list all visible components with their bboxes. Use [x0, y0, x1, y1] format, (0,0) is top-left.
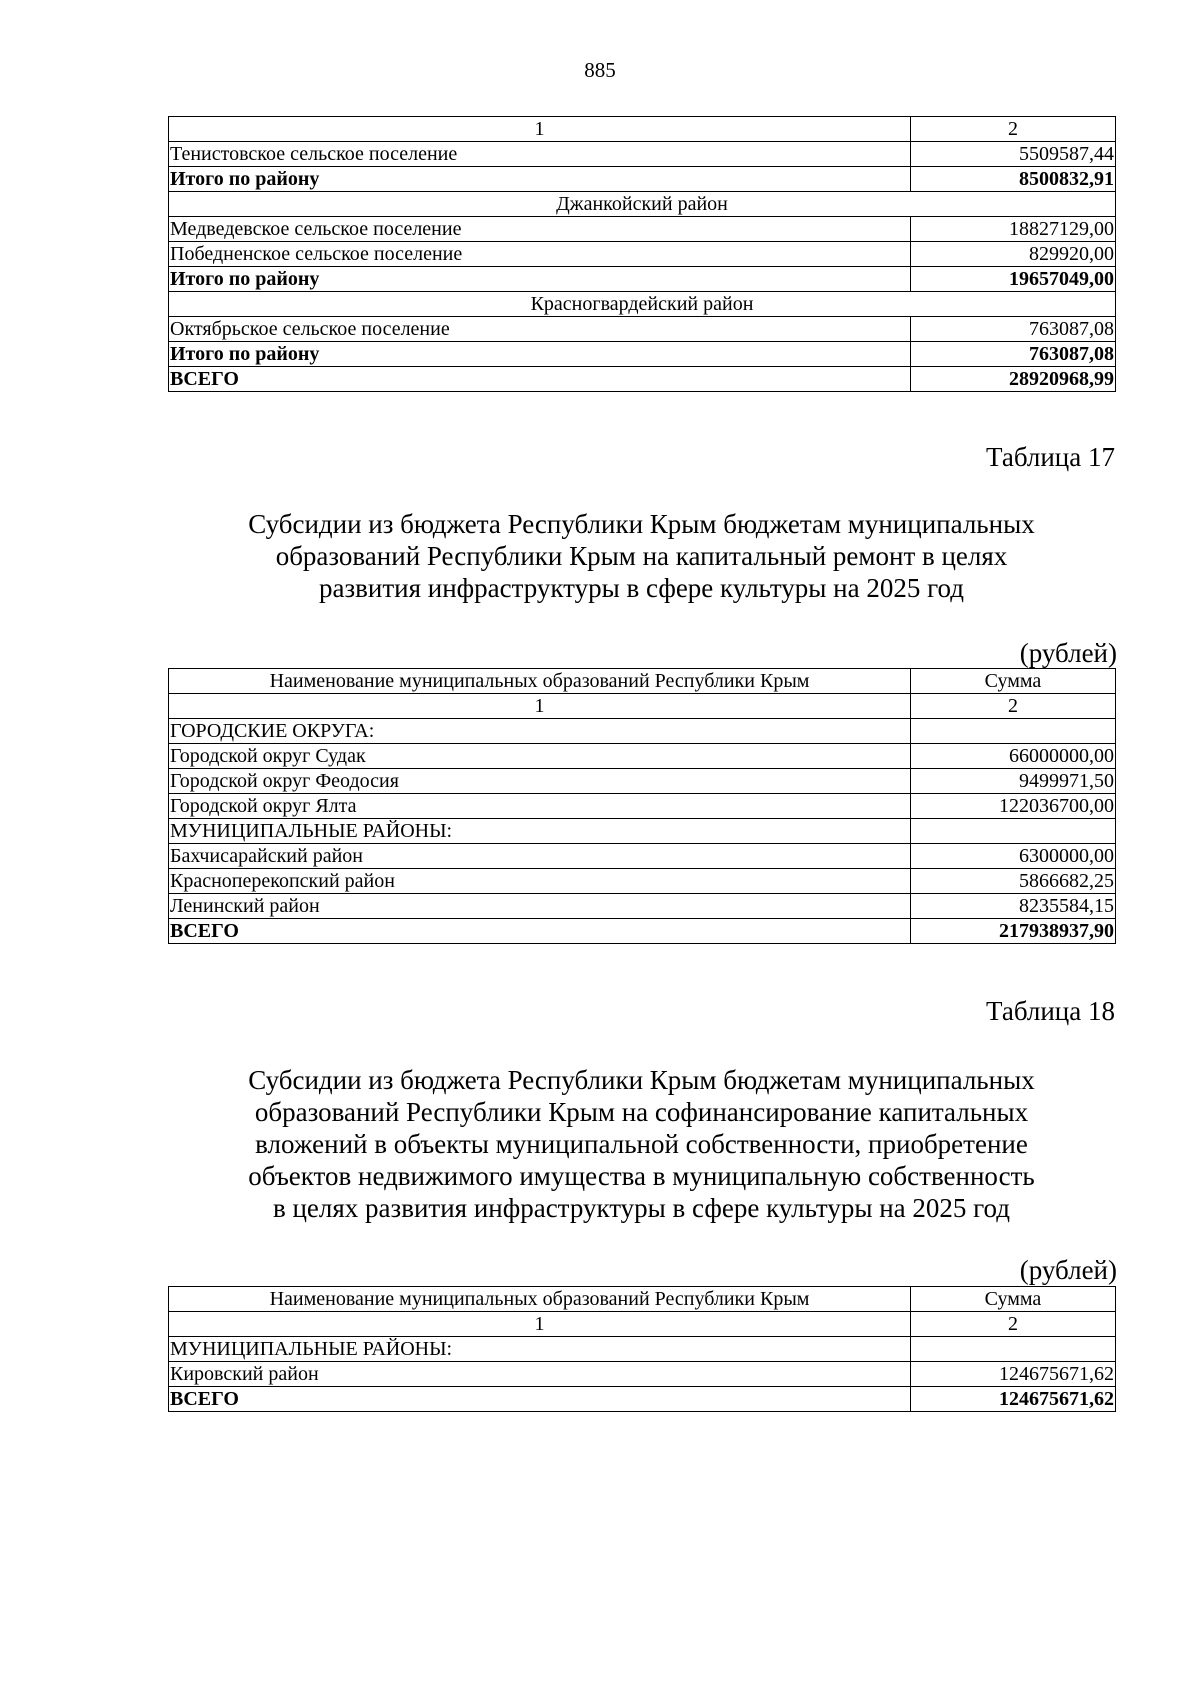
- section-label: Джанкойский район: [169, 192, 1116, 217]
- row-value: 124675671,62: [911, 1387, 1116, 1412]
- table18-title: [168, 1064, 1115, 1224]
- total-row: [169, 167, 1116, 192]
- row-name: Городской округ Феодосия: [169, 769, 911, 794]
- table18-title-line: образований Республики Крым на софинансирование капитальных: [254, 1097, 1029, 1127]
- row-name: ВСЕГО: [169, 919, 911, 944]
- row-name: Тенистовское сельское поселение: [169, 142, 911, 167]
- section-label: Красногвардейский район: [169, 292, 1116, 317]
- group-row: [169, 819, 1116, 844]
- row-name: МУНИЦИПАЛЬНЫЕ РАЙОНЫ:: [169, 819, 911, 844]
- table-row: [169, 844, 1116, 869]
- row-value: 5866682,25: [911, 869, 1116, 894]
- row-name: Итого по району: [169, 342, 911, 367]
- table-index-row: [169, 694, 1116, 719]
- table17-title: [168, 508, 1115, 604]
- row-value: 8235584,15: [911, 894, 1116, 919]
- row-value: 66000000,00: [911, 744, 1116, 769]
- column-header-sum: Сумма: [911, 1287, 1116, 1312]
- row-value: 122036700,00: [911, 794, 1116, 819]
- row-value: 9499971,50: [911, 769, 1116, 794]
- row-name: Кировский район: [169, 1362, 911, 1387]
- column-index-1: 1: [169, 694, 911, 719]
- group-row: [169, 719, 1116, 744]
- row-name: ВСЕГО: [169, 1387, 911, 1412]
- table17-title-line: образований Республики Крым на капитальный ремонт в целях: [275, 541, 1008, 571]
- row-name: Городской округ Судак: [169, 744, 911, 769]
- row-name: ВСЕГО: [169, 367, 911, 392]
- row-value: 124675671,62: [911, 1362, 1116, 1387]
- table-row: [169, 869, 1116, 894]
- table18-title-line: вложений в объекты муниципальной собственности, приобретение: [255, 1129, 1028, 1159]
- row-name: Победненское сельское поселение: [169, 242, 911, 267]
- row-name: Ленинский район: [169, 894, 911, 919]
- column-index-2: 2: [911, 694, 1116, 719]
- table-index-row: [169, 117, 1116, 142]
- row-name: Итого по району: [169, 167, 911, 192]
- column-index-2: 2: [911, 117, 1116, 142]
- row-name: Октябрьское сельское поселение: [169, 317, 911, 342]
- table18-title-line: в целях развития инфраструктуры в сфере культуры на 2025 год: [272, 1193, 1011, 1223]
- row-name: МУНИЦИПАЛЬНЫЕ РАЙОНЫ:: [169, 1337, 911, 1362]
- column-header-sum: Сумма: [911, 669, 1116, 694]
- table-row: [169, 317, 1116, 342]
- table-index-row: [169, 1312, 1116, 1337]
- column-header-name: Наименование муниципальных образований Республики Крым: [169, 1287, 911, 1312]
- table17-body: [169, 669, 1116, 944]
- table18-body: [169, 1287, 1116, 1412]
- total-row: [169, 1387, 1116, 1412]
- row-value: [911, 819, 1116, 844]
- total-row: [169, 342, 1116, 367]
- table-row: [169, 142, 1116, 167]
- section-row: [169, 192, 1116, 217]
- row-name: Итого по району: [169, 267, 911, 292]
- row-name: ГОРОДСКИЕ ОКРУГА:: [169, 719, 911, 744]
- row-value: [911, 719, 1116, 744]
- table-header-row: [169, 669, 1116, 694]
- table-continued: [168, 116, 1116, 392]
- table18-title-line: объектов недвижимого имущества в муниципальную собственность: [248, 1161, 1035, 1191]
- table-header-row: [169, 1287, 1116, 1312]
- table17-title-line: Субсидии из бюджета Республики Крым бюджетам муниципальных: [248, 509, 1035, 539]
- table18-caption: Таблица 18: [986, 996, 1115, 1026]
- row-value: [911, 1337, 1116, 1362]
- column-index-1: 1: [169, 1312, 911, 1337]
- total-row: [169, 267, 1116, 292]
- row-value: 18827129,00: [911, 217, 1116, 242]
- group-row: [169, 1337, 1116, 1362]
- table17-units: (рублей): [1019, 638, 1117, 668]
- row-value: 217938937,90: [911, 919, 1116, 944]
- row-value: 763087,08: [911, 342, 1116, 367]
- table-row: [169, 217, 1116, 242]
- table-row: [169, 1362, 1116, 1387]
- total-row: [169, 919, 1116, 944]
- row-name: Медведевское сельское поселение: [169, 217, 911, 242]
- row-value: 28920968,99: [911, 367, 1116, 392]
- column-index-1: 1: [169, 117, 911, 142]
- table-row: [169, 242, 1116, 267]
- table17-caption: Таблица 17: [986, 442, 1115, 472]
- column-header-name: Наименование муниципальных образований Республики Крым: [169, 669, 911, 694]
- row-value: 19657049,00: [911, 267, 1116, 292]
- table17-title-line: развития инфраструктуры в сфере культуры на 2025 год: [319, 573, 964, 603]
- row-value: 763087,08: [911, 317, 1116, 342]
- table-continued-body: [169, 117, 1116, 392]
- table-row: [169, 894, 1116, 919]
- section-row: [169, 292, 1116, 317]
- table17: [168, 668, 1116, 944]
- page-number: 885: [584, 58, 616, 82]
- row-value: 5509587,44: [911, 142, 1116, 167]
- column-index-2: 2: [911, 1312, 1116, 1337]
- row-name: Бахчисарайский район: [169, 844, 911, 869]
- row-name: Красноперекопский район: [169, 869, 911, 894]
- row-value: 829920,00: [911, 242, 1116, 267]
- row-value: 8500832,91: [911, 167, 1116, 192]
- table18-title-line: Субсидии из бюджета Республики Крым бюджетам муниципальных: [248, 1065, 1035, 1095]
- table-row: [169, 744, 1116, 769]
- table-row: [169, 794, 1116, 819]
- row-name: Городской округ Ялта: [169, 794, 911, 819]
- table-row: [169, 769, 1116, 794]
- total-row: [169, 367, 1116, 392]
- table18: [168, 1286, 1116, 1412]
- table18-units: (рублей): [1019, 1255, 1117, 1285]
- row-value: 6300000,00: [911, 844, 1116, 869]
